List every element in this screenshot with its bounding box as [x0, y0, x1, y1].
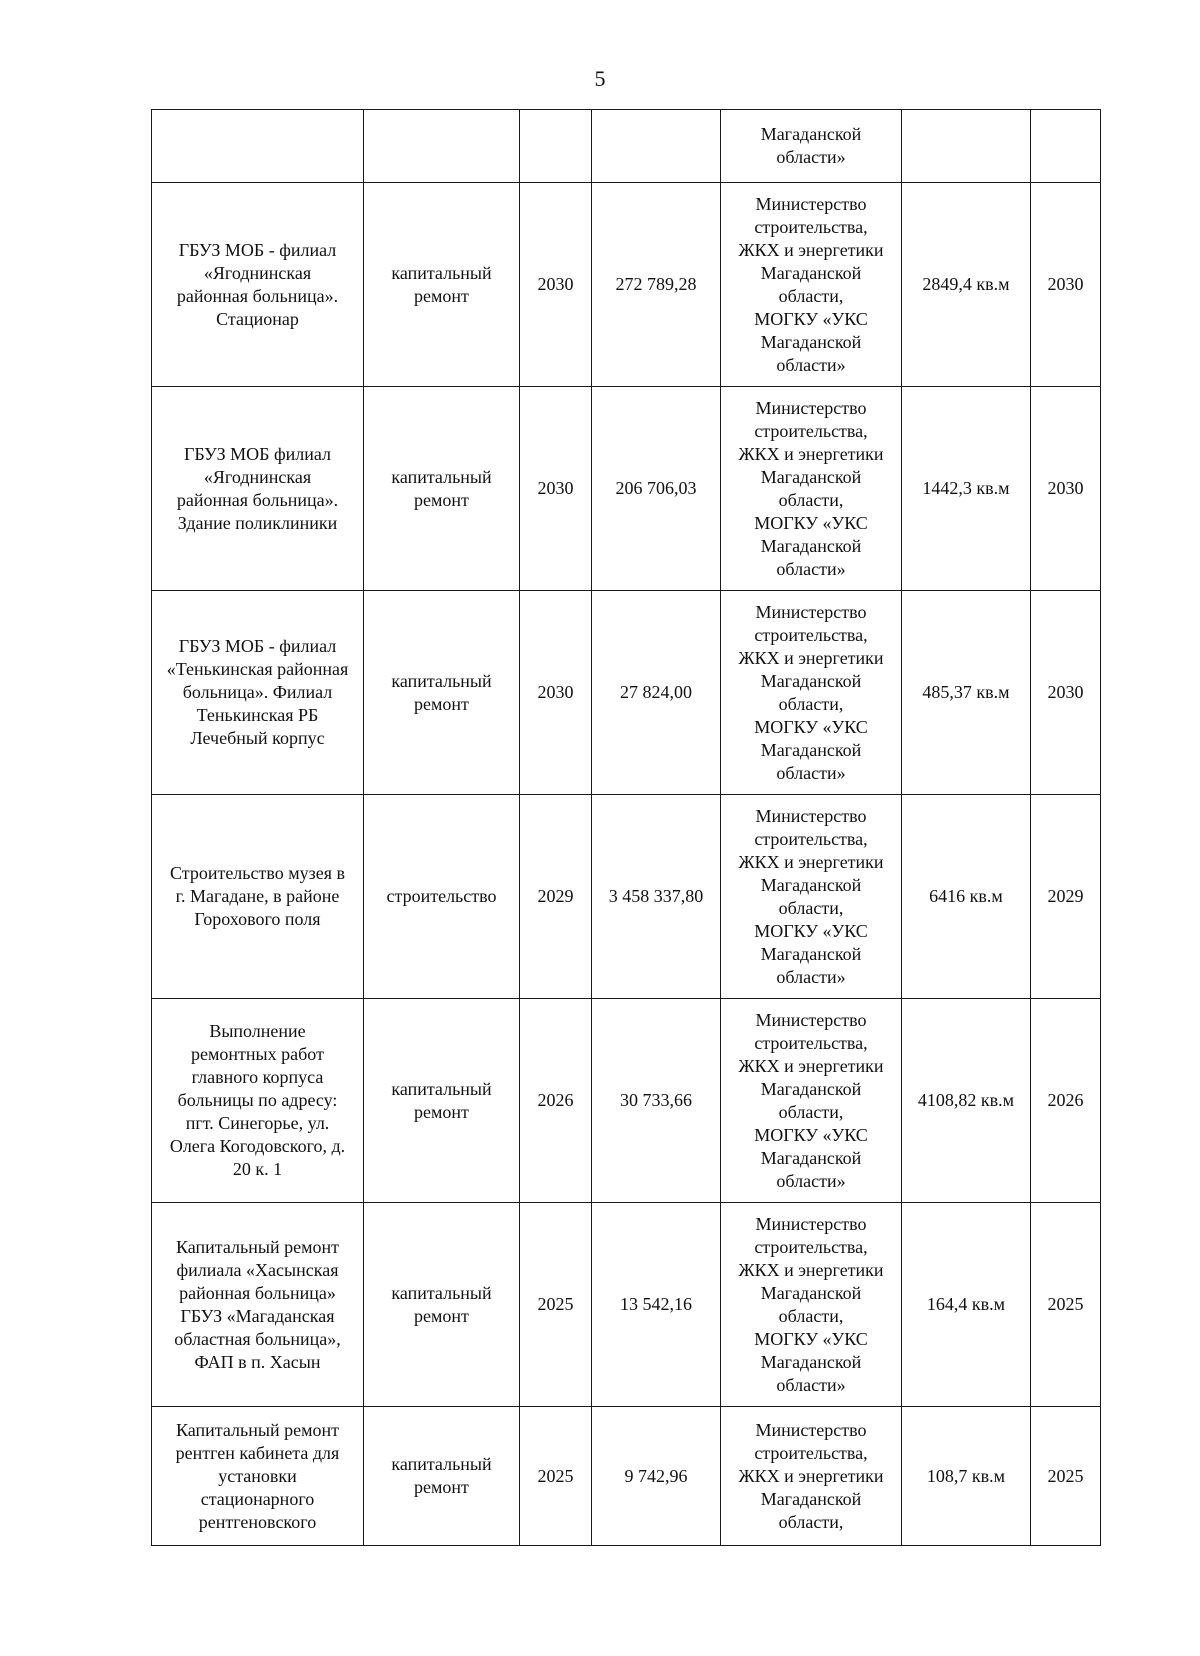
capacity-cell: 164,4 кв.м: [902, 1203, 1031, 1407]
table-row: [152, 1407, 1101, 1546]
object-name-cell: Строительство музея в г. Магадане, в районе Горохового поля: [152, 795, 364, 999]
capacity-cell: 485,37 кв.м: [902, 591, 1031, 795]
year-cell: 2030: [520, 591, 592, 795]
cost-cell: 9 742,96: [592, 1407, 721, 1546]
capacity-cell: 4108,82 кв.м: [902, 999, 1031, 1203]
work-type-cell: капитальный ремонт: [364, 387, 520, 591]
capacity-cell: 108,7 кв.м: [902, 1407, 1031, 1546]
year-cell: 2030: [520, 183, 592, 387]
cost-cell: 30 733,66: [592, 999, 721, 1203]
year-cell: 2029: [520, 795, 592, 999]
commission-year-cell: 2030: [1031, 387, 1101, 591]
object-name-cell: Выполнение ремонтных работ главного корпуса больницы по адресу: пгт. Синегорье, ул. Олега Когодовского, д. 20 к. 1: [152, 999, 364, 1203]
object-name-cell: ГБУЗ МОБ - филиал «Ягоднинская районная больница». Стационар: [152, 183, 364, 387]
work-type-cell: капитальный ремонт: [364, 1203, 520, 1407]
year-cell: [520, 110, 592, 183]
commission-year-cell: 2025: [1031, 1203, 1101, 1407]
object-name-cell: ГБУЗ МОБ - филиал «Тенькинская районная больница». Филиал Тенькинская РБ Лечебный корпус: [152, 591, 364, 795]
work-type-cell: капитальный ремонт: [364, 1407, 520, 1546]
cost-cell: 13 542,16: [592, 1203, 721, 1407]
cost-cell: [592, 110, 721, 183]
customer-cell: Министерство строительства, ЖКХ и энергетики Магаданской области, МОГКУ «УКС Магаданской области»: [721, 387, 902, 591]
capacity-cell: 2849,4 кв.м: [902, 183, 1031, 387]
object-name-cell: [152, 110, 364, 183]
table-row: [152, 110, 1101, 183]
year-cell: 2030: [520, 387, 592, 591]
commission-year-cell: 2030: [1031, 591, 1101, 795]
commission-year-cell: 2030: [1031, 183, 1101, 387]
cost-cell: 206 706,03: [592, 387, 721, 591]
cost-cell: 3 458 337,80: [592, 795, 721, 999]
page-number: 5: [594, 66, 606, 91]
cost-cell: 27 824,00: [592, 591, 721, 795]
customer-cell: Магаданской области»: [721, 110, 902, 183]
work-type-cell: [364, 110, 520, 183]
customer-cell: Министерство строительства, ЖКХ и энергетики Магаданской области, МОГКУ «УКС Магаданской области»: [721, 183, 902, 387]
customer-cell: Министерство строительства, ЖКХ и энергетики Магаданской области, МОГКУ «УКС Магаданской области»: [721, 1203, 902, 1407]
year-cell: 2026: [520, 999, 592, 1203]
table-row: [152, 387, 1101, 591]
work-type-cell: капитальный ремонт: [364, 999, 520, 1203]
year-cell: 2025: [520, 1203, 592, 1407]
table-row: [152, 1203, 1101, 1407]
work-type-cell: капитальный ремонт: [364, 183, 520, 387]
commission-year-cell: 2026: [1031, 999, 1101, 1203]
capacity-cell: 6416 кв.м: [902, 795, 1031, 999]
commission-year-cell: [1031, 110, 1101, 183]
commission-year-cell: 2025: [1031, 1407, 1101, 1546]
year-cell: 2025: [520, 1407, 592, 1546]
customer-cell: Министерство строительства, ЖКХ и энергетики Магаданской области, МОГКУ «УКС Магаданской области»: [721, 795, 902, 999]
customer-cell: Министерство строительства, ЖКХ и энергетики Магаданской области, МОГКУ «УКС Магаданской области»: [721, 999, 902, 1203]
capacity-cell: [902, 110, 1031, 183]
commission-year-cell: 2029: [1031, 795, 1101, 999]
table-row: [152, 999, 1101, 1203]
object-name-cell: Капитальный ремонт рентген кабинета для установки стационарного рентгеновского: [152, 1407, 364, 1546]
customer-cell: Министерство строительства, ЖКХ и энергетики Магаданской области,: [721, 1407, 902, 1546]
object-name-cell: ГБУЗ МОБ филиал «Ягоднинская районная больница». Здание поликлиники: [152, 387, 364, 591]
capacity-cell: 1442,3 кв.м: [902, 387, 1031, 591]
object-name-cell: Капитальный ремонт филиала «Хасынская районная больница» ГБУЗ «Магаданская областная больница», ФАП в п. Хасын: [152, 1203, 364, 1407]
table-row: [152, 591, 1101, 795]
work-type-cell: капитальный ремонт: [364, 591, 520, 795]
investment-objects-table: [151, 109, 1101, 1546]
work-type-cell: строительство: [364, 795, 520, 999]
cost-cell: 272 789,28: [592, 183, 721, 387]
table-row: [152, 795, 1101, 999]
customer-cell: Министерство строительства, ЖКХ и энергетики Магаданской области, МОГКУ «УКС Магаданской области»: [721, 591, 902, 795]
table-row: [152, 183, 1101, 387]
